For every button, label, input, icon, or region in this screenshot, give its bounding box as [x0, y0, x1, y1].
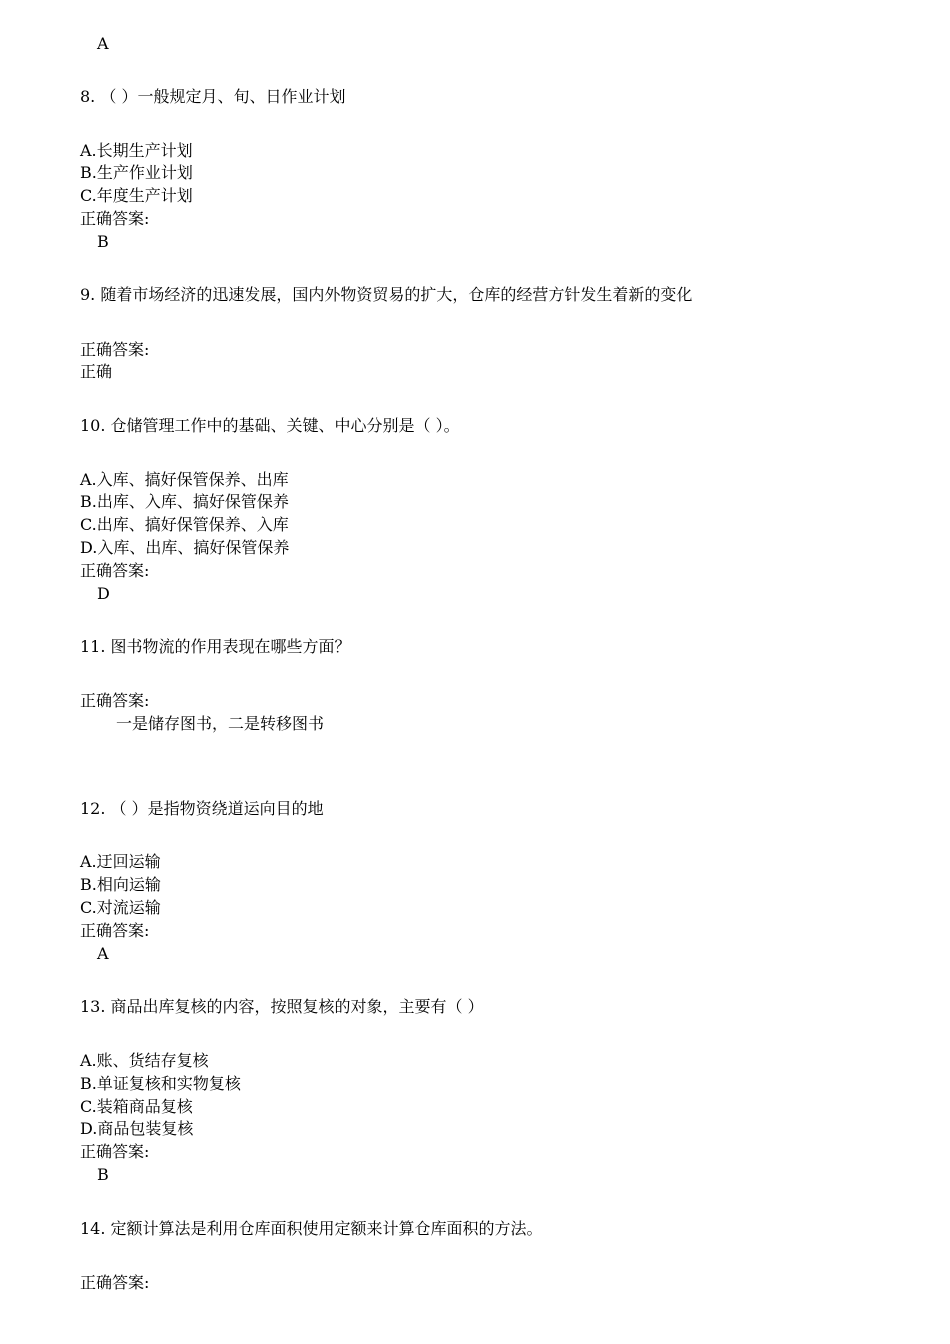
- question-13-answer: B: [97, 1165, 109, 1184]
- question-8-option-b: B.生产作业计划: [80, 163, 193, 182]
- question-10-option-b: B.出库、入库、搞好保管保养: [80, 492, 289, 511]
- question-10-option-c: C.出库、搞好保管保养、入库: [80, 515, 289, 534]
- question-12-option-c: C.对流运输: [80, 898, 161, 917]
- question-14-title: 14. 定额计算法是利用仓库面积使用定额来计算仓库面积的方法。: [80, 1219, 543, 1238]
- question-11-answer: 一是储存图书，二是转移图书: [116, 714, 325, 733]
- question-10-option-a: A.入库、搞好保管保养、出库: [80, 470, 289, 489]
- previous-answer: A: [97, 34, 109, 53]
- question-9-answer-label: 正确答案:: [80, 340, 150, 359]
- question-12-answer: A: [97, 944, 109, 963]
- question-8-title: 8. （ ）一般规定月、旬、日作业计划: [80, 87, 346, 106]
- question-12-title: 12. （ ）是指物资绕道运向目的地: [80, 799, 324, 818]
- question-8-answer-label: 正确答案:: [80, 209, 150, 228]
- question-10-answer: D: [97, 584, 110, 603]
- question-13-option-c: C.装箱商品复核: [80, 1097, 193, 1116]
- question-8-answer: B: [97, 232, 109, 251]
- question-13-option-b: B.单证复核和实物复核: [80, 1074, 241, 1093]
- question-13-title: 13. 商品出库复核的内容，按照复核的对象，主要有（ ）: [80, 997, 484, 1016]
- question-13-option-d: D.商品包装复核: [80, 1119, 194, 1138]
- question-10-title: 10. 仓储管理工作中的基础、关键、中心分别是（ ）。: [80, 416, 460, 435]
- question-13-answer-label: 正确答案:: [80, 1142, 150, 1161]
- question-11-answer-label: 正确答案:: [80, 691, 150, 710]
- question-14-answer-label: 正确答案:: [80, 1273, 150, 1292]
- question-12-option-b: B.相向运输: [80, 875, 161, 894]
- question-8-option-a: A.长期生产计划: [80, 141, 193, 160]
- question-13-option-a: A.账、货结存复核: [80, 1051, 209, 1070]
- question-10-answer-label: 正确答案:: [80, 561, 150, 580]
- question-8-option-c: C.年度生产计划: [80, 186, 193, 205]
- question-10-option-d: D.入库、出库、搞好保管保养: [80, 538, 290, 557]
- question-11-title: 11. 图书物流的作用表现在哪些方面？: [80, 637, 351, 656]
- question-9-answer: 正确: [80, 362, 113, 381]
- question-12-answer-label: 正确答案:: [80, 921, 150, 940]
- question-12-option-a: A.迂回运输: [80, 852, 161, 871]
- question-9-title: 9. 随着市场经济的迅速发展，国内外物资贸易的扩大，仓库的经营方针发生着新的变化: [80, 285, 693, 304]
